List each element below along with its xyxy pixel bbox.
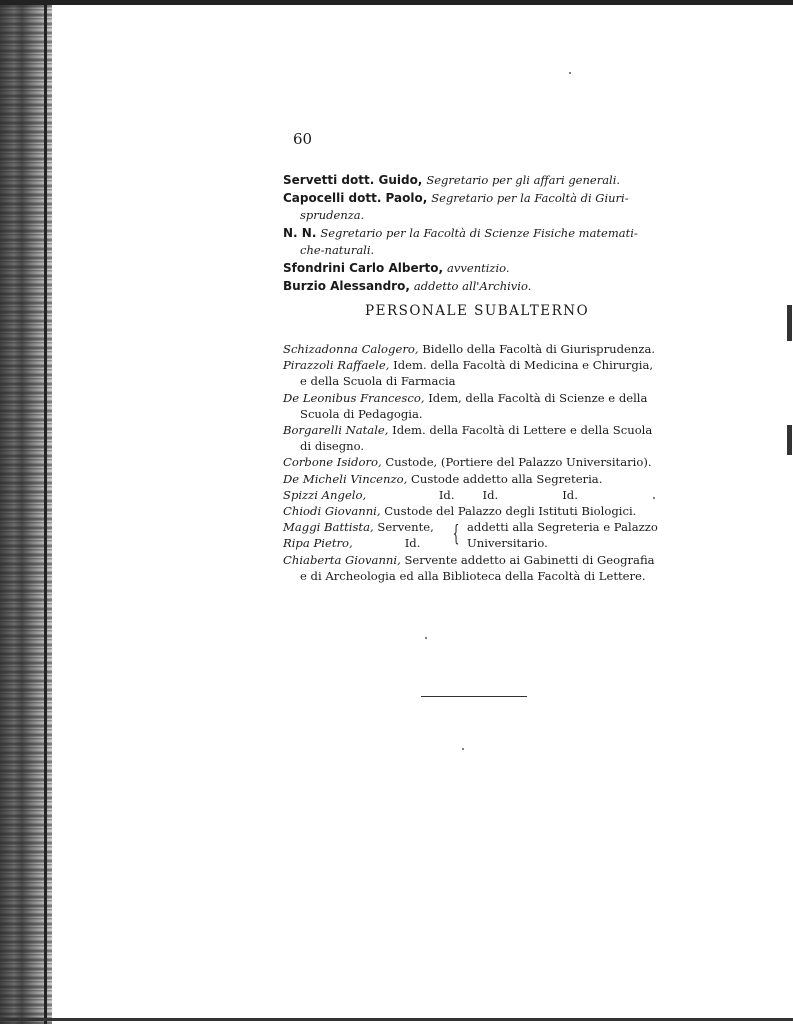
speck [653,497,655,499]
staff-role: Servente, [377,520,434,535]
staff-name: Maggi Battista, [283,520,374,535]
staff-name: Chiaberta Giovanni, [283,552,401,567]
official-name: Burzio Alessandro, [283,279,410,293]
page-number: 60 [293,130,313,148]
staff-role: Servente addetto ai Gabinetti di Geografia [404,552,655,567]
brace-symbol: { [452,522,460,548]
official-role: Segretario per la Facoltà di Scienze Fisiche matemati- [320,226,638,240]
right-edge-mark [787,305,792,341]
official-role: avventizio. [447,261,510,275]
staff-role: Custode addetto alla Segreteria. [410,471,603,486]
staff-name: De Leonibus Francesco, [283,390,425,405]
official-role: Segretario per gli affari generali. [426,173,621,187]
staff-entry [283,341,668,357]
official-name: Sfondrini Carlo Alberto, [283,261,444,275]
official-role-continued: sprudenza. [300,208,365,222]
staff-name: Ripa Pietro, [283,536,353,551]
binding-line [44,0,47,1024]
staff-role-continued: Scuola di Pedagogia. [300,406,423,421]
right-edge-mark [787,425,792,455]
official-name: Servetti dott. Guido, [283,173,423,187]
staff-role: Idem, della Facoltà di Scienze e della [428,390,648,405]
staff-name: Corbone Isidoro, [283,455,382,470]
staff-entry [283,422,668,438]
brace-group-names [283,519,449,551]
page-bottom-edge [0,1018,793,1021]
idem-mark: Id. [562,487,578,502]
idem-mark: Id. [482,487,499,502]
staff-entry [283,357,668,373]
staff-entry [283,390,668,406]
brace-text: Universitario. [467,536,548,551]
page-top-edge [0,0,793,5]
official-entry [283,259,668,277]
staff-name: Spizzi Angelo, [283,487,367,502]
staff-role: Custode, (Portiere del Palazzo Universitario). [385,455,652,470]
staff-name: Schizadonna Calogero, [283,342,419,356]
staff-entry [283,503,668,519]
staff-name: Pirazzoli Raffaele, [283,358,390,373]
official-name: Capocelli dott. Paolo, [283,191,428,205]
end-rule [421,696,527,697]
staff-role: Bidello della Facoltà di Giurisprudenza. [422,342,656,356]
staff-role: Idem. della Facoltà di Medicina e Chirurgia, [393,358,654,373]
speck [462,748,464,750]
official-role: addetto all'Archivio. [413,279,532,293]
staff-role-continued: di disegno. [300,439,365,454]
speck [425,637,427,639]
section-heading: PERSONALE SUBALTERNO [365,303,590,319]
speck [569,72,571,74]
staff-role-continued: e di Archeologia ed alla Biblioteca della Facoltà di Lettere. [300,568,646,583]
staff-name: Chiodi Giovanni, [283,504,381,519]
official-entry [283,189,668,207]
staff-role-continued: e della Scuola di Farmacia [300,374,456,389]
official-role-continued: che-naturali. [300,243,375,257]
staff-role: Id. [404,536,421,551]
staff-name: De Micheli Vincenzo, [283,471,408,486]
brace-group-description [467,519,658,551]
brace-group [283,519,668,551]
staff-name: Borgarelli Natale, [283,423,389,438]
official-role: Segretario per la Facoltà di Giuri- [431,191,629,205]
staff-entry [283,454,668,470]
staff-entry [283,487,668,503]
staff-entry [283,552,668,568]
staff-list [283,341,668,584]
official-entry [283,224,668,242]
idem-mark: Id. [438,487,455,502]
staff-role: Custode del Palazzo degli Istituti Biologici. [384,504,637,519]
official-name: N. N. [283,226,317,240]
staff-role: Idem. della Facoltà di Lettere e della Scuola [392,423,653,438]
staff-entry [283,471,668,487]
officials-list [283,171,668,295]
brace-text: addetti alla Segreteria e Palazzo [467,520,658,535]
official-entry [283,171,668,189]
official-entry [283,277,668,295]
